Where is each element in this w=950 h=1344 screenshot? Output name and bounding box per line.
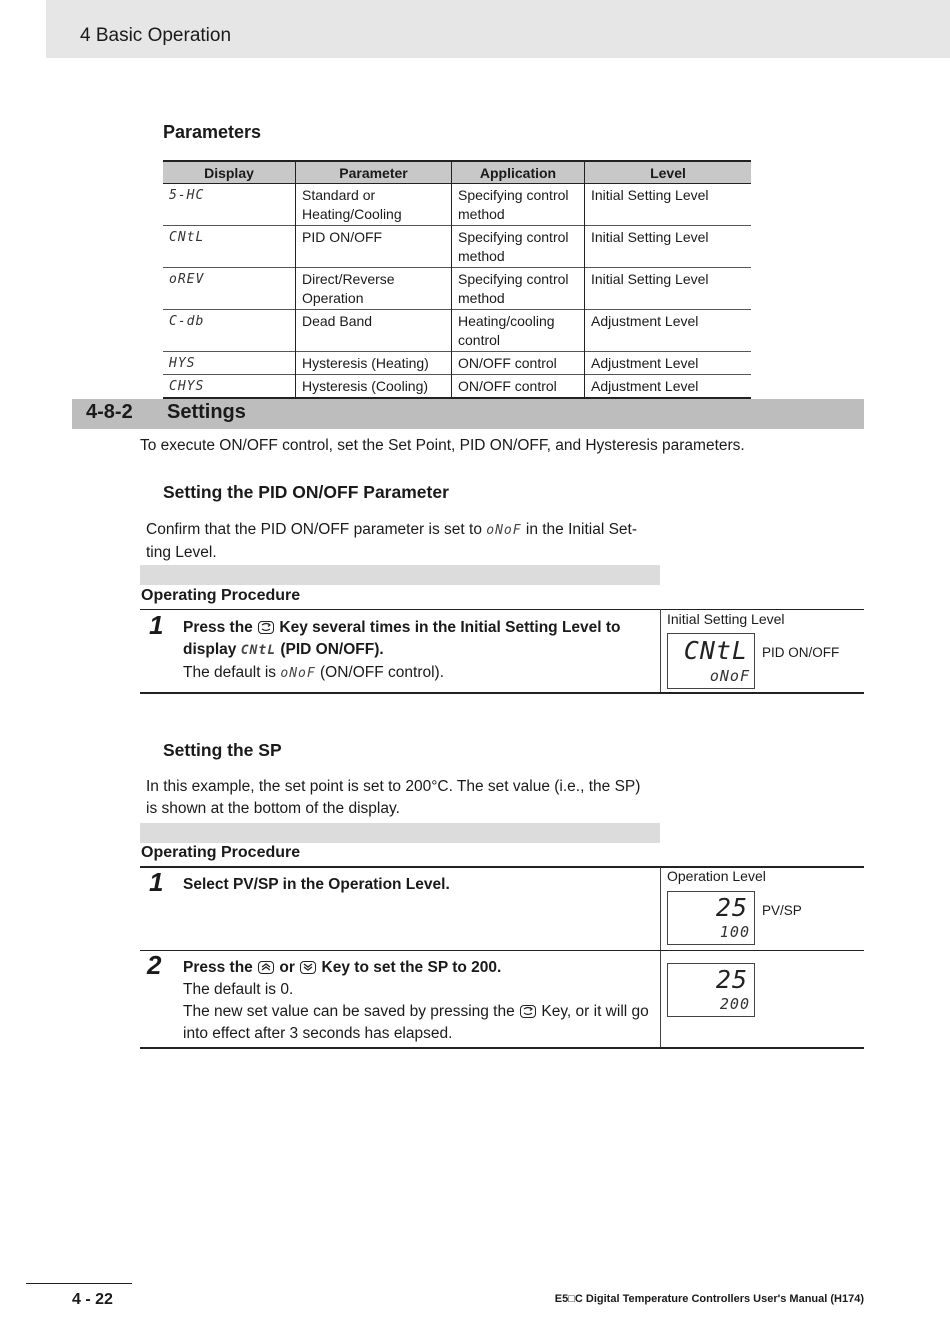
cell-parameter: Hysteresis (Cooling) xyxy=(296,375,452,399)
cell-application: Specifying control method xyxy=(452,184,585,226)
cell-display: oREV xyxy=(163,268,296,310)
table-row xyxy=(163,310,751,352)
panel-level-label: Initial Setting Level xyxy=(667,611,785,627)
cell-application: Specifying control method xyxy=(452,226,585,268)
step-line-1 xyxy=(183,617,655,639)
sp-step-1-text: Select PV/SP in the Operation Level. xyxy=(183,876,450,893)
down-key-icon xyxy=(300,961,316,974)
table-header-row xyxy=(163,161,751,184)
col-level: Level xyxy=(585,161,752,184)
pid-para-seg: oNoF xyxy=(486,523,522,538)
pid-paragraph xyxy=(146,519,666,564)
display-bottom: 200 xyxy=(719,995,750,1013)
cell-application: ON/OFF control xyxy=(452,352,585,375)
cell-level: Adjustment Level xyxy=(585,310,752,352)
chapter-title: 4 Basic Operation xyxy=(80,25,232,46)
col-parameter: Parameter xyxy=(296,161,452,184)
cell-level: Initial Setting Level xyxy=(585,268,752,310)
step-text-e: Key, or it will go xyxy=(541,1003,649,1020)
cell-level: Adjustment Level xyxy=(585,352,752,375)
sp-para-line-2: is shown at the bottom of the display. xyxy=(146,800,400,817)
step-line-3 xyxy=(183,662,655,685)
cell-level: Initial Setting Level xyxy=(585,226,752,268)
display-top: 25 xyxy=(715,965,748,994)
col-display: Display xyxy=(163,161,296,184)
step-seg: CNtL xyxy=(240,643,277,658)
cell-application: Specifying control method xyxy=(452,268,585,310)
display-bottom: 100 xyxy=(719,923,750,941)
step-text-b: Key several times in the Initial Setting Level to xyxy=(279,619,621,636)
page-number: 4 - 22 xyxy=(72,1291,113,1308)
rule xyxy=(140,950,864,951)
divider xyxy=(660,609,661,693)
step-text-d: (PID ON/OFF). xyxy=(280,641,384,658)
step-number: 2 xyxy=(147,950,162,980)
cell-parameter: Dead Band xyxy=(296,310,452,352)
table-row xyxy=(163,226,751,268)
table-row xyxy=(163,352,751,375)
parameters-table xyxy=(163,160,751,399)
step-text-c: display xyxy=(183,641,237,658)
cell-parameter: Standard or Heating/Cooling xyxy=(296,184,452,226)
footer-rule xyxy=(26,1283,132,1284)
step-line-1 xyxy=(183,957,657,979)
step-1-text xyxy=(183,617,655,685)
parameters-heading: Parameters xyxy=(163,122,262,142)
table-row xyxy=(163,184,751,226)
step-line-3 xyxy=(183,1001,657,1023)
cell-display: 5-HC xyxy=(163,184,296,226)
step-line-2: The default is 0. xyxy=(183,981,294,998)
display-top: 25 xyxy=(715,893,748,922)
up-key-icon xyxy=(258,961,274,974)
controller-display xyxy=(667,891,755,945)
step-number: 1 xyxy=(149,867,164,897)
pid-para-text-b: in the Initial Set- xyxy=(525,521,638,538)
grey-bar xyxy=(140,565,660,585)
operating-procedure-title: Operating Procedure xyxy=(141,587,301,604)
sp-heading: Setting the SP xyxy=(163,740,282,760)
step-text-d: The new set value can be saved by pressing the xyxy=(183,1003,515,1020)
cell-display: HYS xyxy=(163,352,296,375)
divider xyxy=(660,867,661,1048)
cell-level: Adjustment Level xyxy=(585,375,752,399)
mode-key-icon xyxy=(258,621,274,634)
step-line-2 xyxy=(183,639,655,662)
manual-title: E5□C Digital Temperature Controllers User's Manual (H174) xyxy=(554,1293,864,1305)
panel-side-label: PV/SP xyxy=(762,903,802,918)
cell-application: Heating/cooling control xyxy=(452,310,585,352)
step-number: 1 xyxy=(149,610,164,640)
section-intro: To execute ON/OFF control, set the Set Point, PID ON/OFF, and Hysteresis parameters. xyxy=(140,437,745,454)
controller-display xyxy=(667,633,755,689)
sp-step-2-text xyxy=(183,957,657,1045)
display-bottom: oNoF xyxy=(709,667,750,685)
cell-level: Initial Setting Level xyxy=(585,184,752,226)
step-text-e: The default is xyxy=(183,664,277,681)
sp-para-line-1: In this example, the set point is set to 200°C. The set value (i.e., the SP) xyxy=(146,778,641,795)
cell-display: C-db xyxy=(163,310,296,352)
pid-heading: Setting the PID ON/OFF Parameter xyxy=(163,482,449,502)
operating-procedure-title: Operating Procedure xyxy=(141,844,301,861)
pid-para-text-c: ting Level. xyxy=(146,544,217,561)
step-line-4: into effect after 3 seconds has elapsed. xyxy=(183,1025,453,1042)
cell-application: ON/OFF control xyxy=(452,375,585,399)
step-text-a: Press the xyxy=(183,959,253,976)
cell-parameter: Hysteresis (Heating) xyxy=(296,352,452,375)
grey-bar xyxy=(140,823,660,843)
step-text-f: (ON/OFF control). xyxy=(320,664,445,681)
section-number: 4-8-2 xyxy=(86,401,133,423)
table-row xyxy=(163,375,751,399)
display-top: CNtL xyxy=(683,636,748,665)
pid-para-text: Confirm that the PID ON/OFF parameter is set to xyxy=(146,521,482,538)
step-text-c: Key to set the SP to 200. xyxy=(321,959,502,976)
rule xyxy=(140,692,864,694)
mode-key-icon xyxy=(520,1005,536,1018)
step-text-b: or xyxy=(279,959,295,976)
step-seg: oNoF xyxy=(280,666,316,681)
rule xyxy=(140,1047,864,1049)
section-title: Settings xyxy=(167,401,246,423)
col-application: Application xyxy=(452,161,585,184)
rule xyxy=(140,609,864,610)
sp-paragraph xyxy=(146,776,666,820)
step-text-a: Press the xyxy=(183,619,253,636)
panel-level-label: Operation Level xyxy=(667,868,766,884)
panel-side-label: PID ON/OFF xyxy=(762,645,840,660)
cell-parameter: Direct/Reverse Operation xyxy=(296,268,452,310)
cell-display: CHYS xyxy=(163,375,296,399)
cell-parameter: PID ON/OFF xyxy=(296,226,452,268)
cell-display: CNtL xyxy=(163,226,296,268)
controller-display xyxy=(667,963,755,1017)
table-row xyxy=(163,268,751,310)
